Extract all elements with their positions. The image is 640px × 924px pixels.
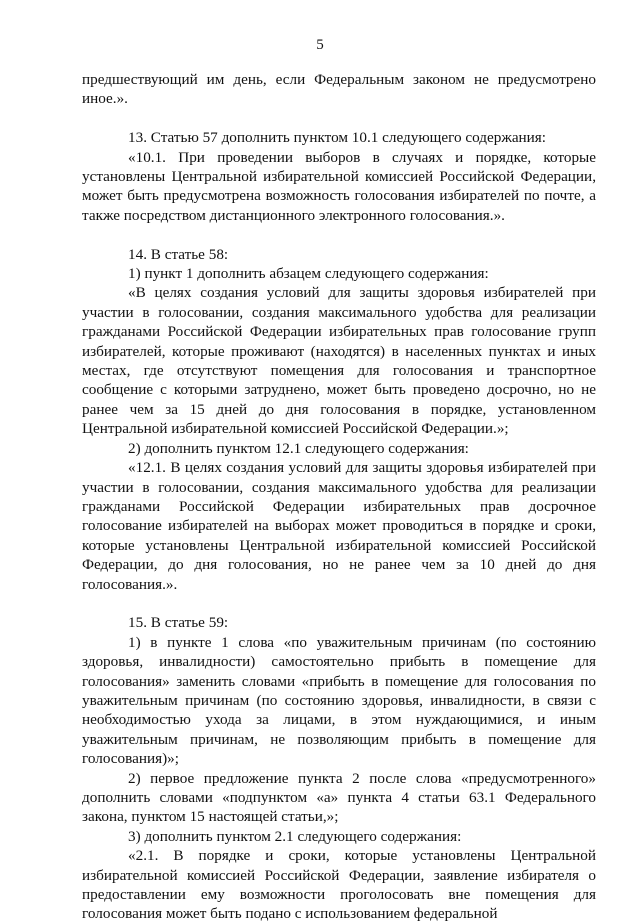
paragraph-quote-58-1: «В целях создания условий для защиты здоровья избирателей при участии в голосовании, создания максимального удобства для реализации гражданами Российской Федерации избирательных прав голосование групп избирателей, которые проживают (находятся) в населенных пунктах и иных местах, где отсутствуют помещения для голосования и транспортное сообщение с которыми затруднено, может быть проведено досрочно, но не ранее чем за 15 дней до дня голосования в порядке, установленном Центральной избирательной комиссией Российской Федерации.»; [82,284,596,438]
paragraph-gap [82,225,596,244]
paragraph-item-14-1: 1) пункт 1 дополнить абзацем следующего содержания: [128,265,489,283]
paragraph-quote-2-1: «2.1. В порядке и сроки, которые установлены Центральной избирательной комиссией Российской Федерации, заявление избирателя о предоставлении ему возможности проголосовать вне помещения для голосования может быть подано с использованием федеральной [82,847,596,923]
paragraph-item-13: 13. Статью 57 дополнить пунктом 10.1 следующего содержания: [128,129,547,147]
paragraph-continuation: предшествующий им день, если Федеральным законом не предусмотрено иное.». [82,71,596,108]
paragraph-item-14: 14. В статье 58: [128,245,229,263]
paragraph-item-15-1: 1) в пункте 1 слова «по уважительным причинам (по состоянию здоровья, инвалидности) самостоятельно прибыть в помещение для голосования» заменить словами «прибыть в помещение для голосования по уважительным причинам (по состоянию здоровья, инвалидности, в связи с необходимостью ухода за лицами, в этом нуждающимися, и иным уважительным причинам, не позволяющим прибыть в помещение для голосования)»; [82,633,596,768]
paragraph-gap [82,594,596,613]
document-body [82,70,596,924]
paragraph-item-15-3: 3) дополнить пунктом 2.1 следующего содержания: [128,827,462,845]
page-number: 5 [316,37,324,53]
paragraph-quote-10-1: «10.1. При проведении выборов в случаях и порядке, которые установлены Центральной избирательной комиссией Российской Федерации, может быть предусмотрена возможность голосования избирателей по почте, а также посредством дистанционного электронного голосования.». [82,148,596,224]
paragraph-gap [82,109,596,128]
paragraph-item-14-2: 2) дополнить пунктом 12.1 следующего содержания: [128,439,469,457]
paragraph-item-15-2: 2) первое предложение пункта 2 после слова «предусмотренного» дополнить словами «подпунктом «а» пункта 4 статьи 63.1 Федерального закона, пунктом 15 настоящей статьи,»; [82,769,596,826]
paragraph-quote-12-1: «12.1. В целях создания условий для защиты здоровья избирателей при участии в голосовании, создания максимального удобства для реализации гражданами Российской Федерации избирательных прав досрочное голосование избирателей на выборах может проводиться в порядке и сроки, которые установлены Центральной избирательной комиссией Российской Федерации, до дня голосования, но не ранее чем за 10 дней до дня голосования.». [82,459,596,593]
paragraph-item-15: 15. В статье 59: [128,614,229,632]
